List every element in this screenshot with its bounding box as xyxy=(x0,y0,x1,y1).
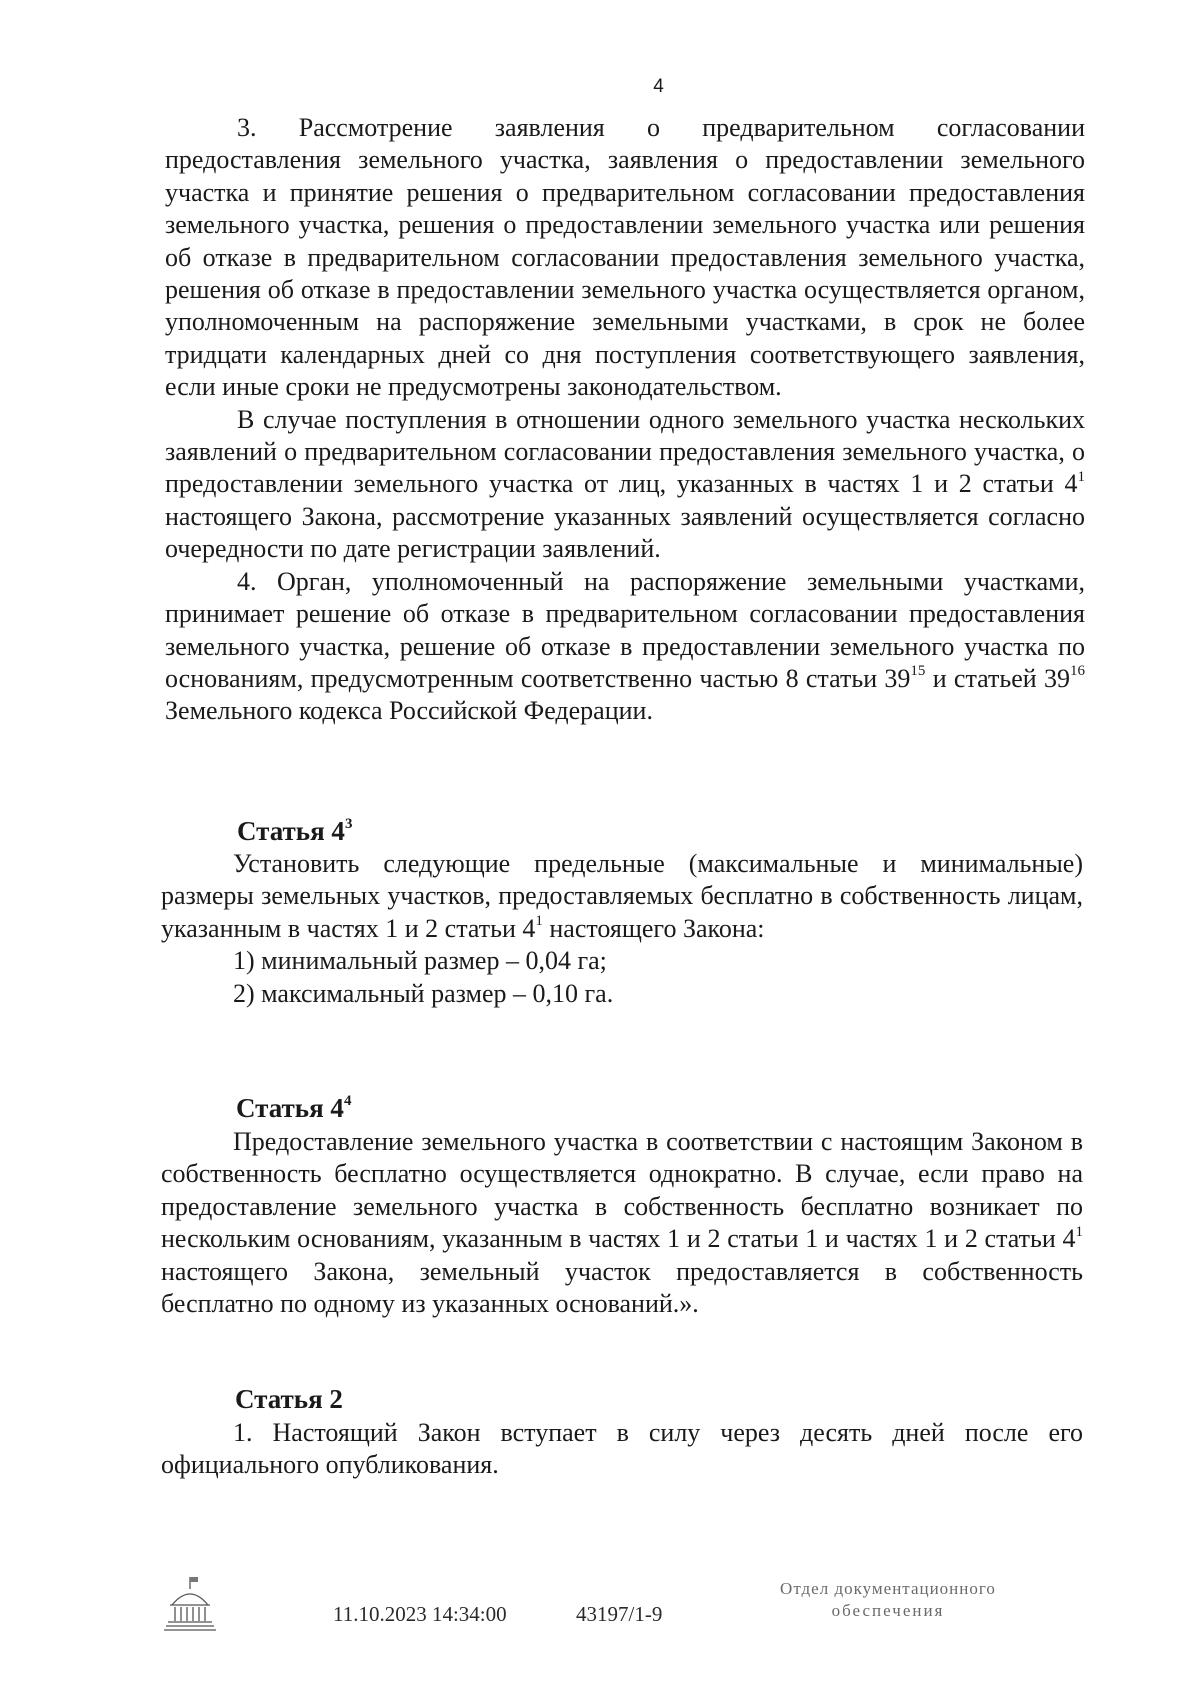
article-4-4-heading: Статья $4^4$ xyxy=(236,1093,352,1123)
list-item-min-size: 1) минимальный размер – 0,04 га; xyxy=(233,946,607,976)
article-4-3-body xyxy=(161,848,1083,1010)
paragraph-4: 4. Орган, уполномоченный на распоряжение земельными участками, принимает решение об отказе в предварительном согласовании предоставления земельного участка, решение об отказе в предоставлении земельного участка по основаниям, предусмотренным соответственно частью 8 статьи $39^{15}$ и статьей $39^{16}$ Земельного кодекса Российской Федерации. xyxy=(165,566,1085,726)
superscript: 16 xyxy=(1070,663,1085,680)
superscript: 1 xyxy=(535,913,543,930)
article-4-4-paragraph: Предоставление земельного участка в соответствии с настоящим Законом в собственность бесплатно осуществляется однократно. В случае, если право на предоставление земельного участка в собственность бесплатно возникает по нескольким основаниям, указанным в частях 1 и 2 статьи 1 и частях 1 и 2 статьи $4^1$ настоящего Закона, земельный участок предоставляется в собственность бесплатно по одному из указанных оснований.». xyxy=(161,1127,1083,1319)
footer-datetime: 11.10.2023 14:34:00 xyxy=(333,1602,507,1626)
superscript: 15 xyxy=(910,663,926,680)
superscript: 1 xyxy=(1077,468,1085,485)
stamp-line-2: обеспечения xyxy=(831,1601,945,1620)
list-item-max-size: 2) максимальный размер – 0,10 га. xyxy=(233,978,614,1008)
duma-building-icon xyxy=(162,1575,218,1635)
stamp-line-1: Отдел документационного xyxy=(780,1579,996,1598)
article-4-2-continuation xyxy=(165,112,1085,728)
department-stamp xyxy=(738,1578,1038,1622)
article-4-4-body xyxy=(161,1126,1083,1320)
article-4-3-heading: Статья $4^3$ xyxy=(237,816,353,846)
article-4-3-paragraph: Установить следующие предельные (максимальные и минимальные) размеры земельных участков, предоставляемых бесплатно в собственность лицам, указанным в частях 1 и 2 статьи $4^1$ настоящего Закона: xyxy=(161,849,1083,943)
footer-doc-number: 43197/1-9 xyxy=(576,1602,663,1626)
article-2-heading: Статья 2 xyxy=(235,1384,343,1414)
page-number: 4 xyxy=(653,76,664,97)
paragraph-multiple-applications: В случае поступления в отношении одного земельного участка нескольких заявлений о предварительном согласовании предоставления земельного участка, о предоставлении земельного участка от лиц, указанных в частях 1 и 2 статьи $4^1$ настоящего Закона, рассмотрение указанных заявлений осуществляется согласно очередности по дате регистрации заявлений. xyxy=(165,404,1085,564)
superscript: 1 xyxy=(1075,1223,1083,1240)
paragraph-3: 3. Рассмотрение заявления о предварительном согласовании предоставления земельного участка, заявления о предоставлении земельного участка и принятие решения о предварительном согласовании предоставления земельного участка, решения о предоставлении земельного участка или решения об отказе в предварительном согласовании предоставления земельного участка, решения об отказе в предоставлении земельного участка осуществляется органом, уполномоченным на распоряжение земельными участками, в срок не более тридцати календарных дней со дня поступления соответствующего заявления, если иные сроки не предусмотрены законодательством. xyxy=(165,113,1085,402)
article-2-body xyxy=(161,1417,1083,1482)
article-2-paragraph-1: 1. Настоящий Закон вступает в силу через десять дней после его официального опубликования. xyxy=(161,1418,1083,1480)
